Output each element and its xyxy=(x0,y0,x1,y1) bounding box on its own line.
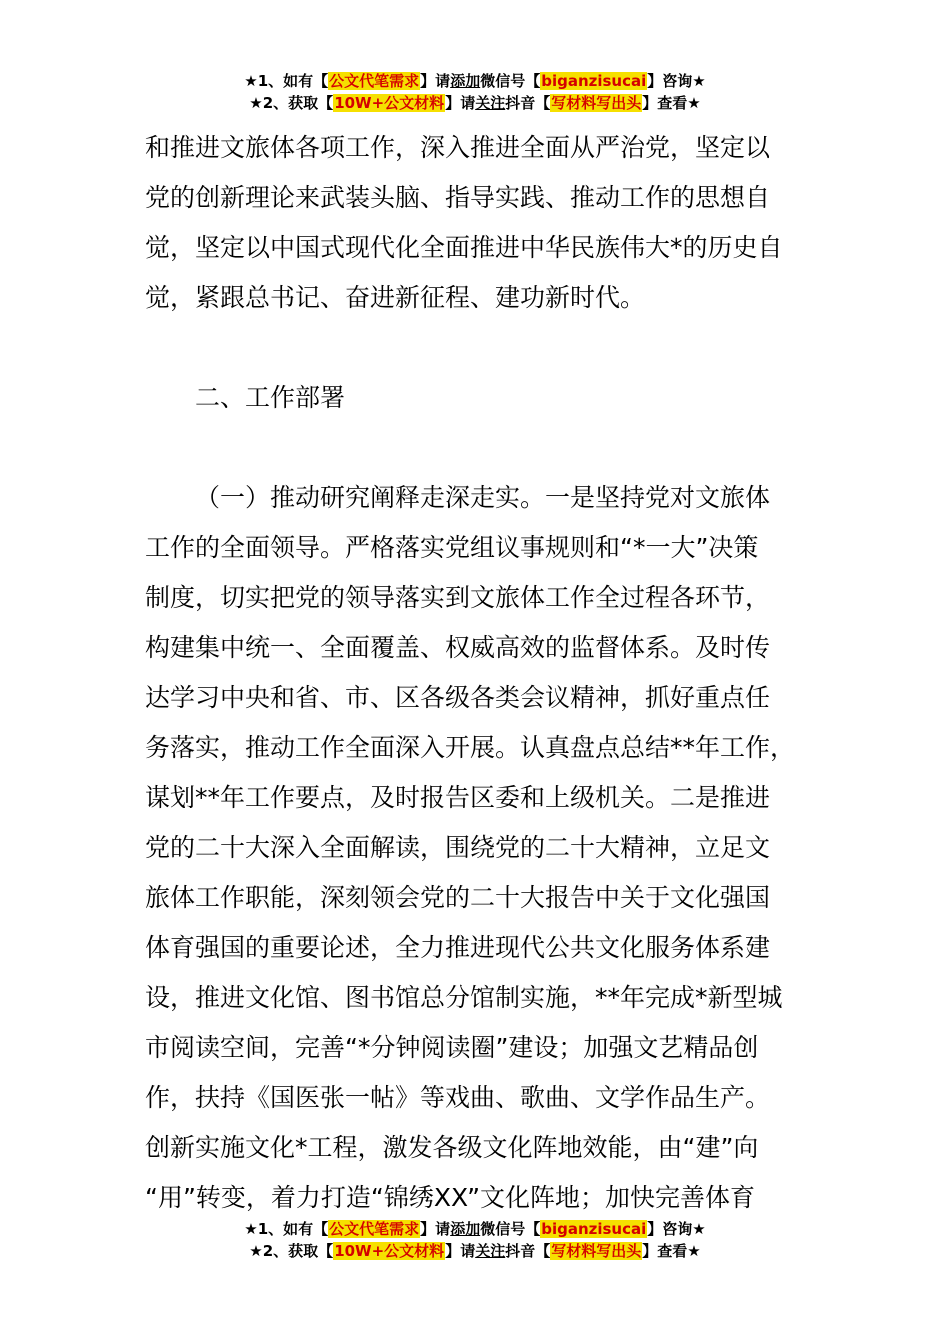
body-line: 旅体工作职能，深刻领会党的二十大报告中关于文化强国 xyxy=(145,883,771,912)
ad-underlined: 关注 xyxy=(475,94,506,112)
footer-ad-banner xyxy=(0,1218,950,1262)
ad-underlined: 添加 xyxy=(450,72,481,90)
ad-text: 】请 xyxy=(420,1220,451,1238)
ad-line-1 xyxy=(0,70,950,92)
ad-text: 】咨询★ xyxy=(647,72,706,90)
body-line: 创新实施文化*工程，激发各级文化阵地效能，由“建”向 xyxy=(145,1133,759,1162)
ad-text: ★2、获取【 xyxy=(249,94,334,112)
body-line: 制度，切实把党的领导落实到文旅体工作全过程各环节， xyxy=(145,583,771,612)
body-line: 构建集中统一、全面覆盖、权威高效的监督体系。及时传 xyxy=(145,633,771,662)
ad-highlight: 公文代笔需求 xyxy=(329,72,420,90)
ad-line-2 xyxy=(0,1240,950,1262)
body-line: 和推进文旅体各项工作，深入推进全面从严治党，坚定以 xyxy=(145,133,771,162)
ad-text: ★1、如有【 xyxy=(244,72,329,90)
ad-highlight-wechat: biganzisucai xyxy=(541,1220,647,1238)
body-line: 谋划**年工作要点，及时报告区委和上级机关。二是推进 xyxy=(145,783,771,812)
ad-highlight-douyin: 写材料写出头 xyxy=(551,94,642,112)
header-ad-banner xyxy=(0,70,950,114)
body-line: （一）推动研究阐释走深走实。一是坚持党对文旅体 xyxy=(195,483,771,512)
ad-text: 微信号【 xyxy=(480,72,541,90)
body-line: “用”转变，着力打造“锦绣XX”文化阵地；加快完善体育 xyxy=(145,1183,756,1212)
body-line: 达学习中央和省、市、区各级各类会议精神，抓好重点任 xyxy=(145,683,771,712)
body-line: 作，扶持《国医张一帖》等戏曲、歌曲、文学作品生产。 xyxy=(145,1083,771,1112)
ad-text: 微信号【 xyxy=(480,1220,541,1238)
ad-highlight-douyin: 写材料写出头 xyxy=(551,1242,642,1260)
ad-text: 】请 xyxy=(445,1242,476,1260)
section-heading: 二、工作部署 xyxy=(195,383,346,412)
ad-highlight-wechat: biganzisucai xyxy=(541,72,647,90)
ad-text: 】查看★ xyxy=(642,1242,701,1260)
body-line: 市阅读空间，完善“*分钟阅读圈”建设；加强文艺精品创 xyxy=(145,1033,759,1062)
body-line: 党的二十大深入全面解读，围绕党的二十大精神，立足文 xyxy=(145,833,771,862)
ad-text: ★1、如有【 xyxy=(244,1220,329,1238)
ad-underlined: 关注 xyxy=(475,1242,506,1260)
ad-line-2 xyxy=(0,92,950,114)
ad-highlight: 10W+公文材料 xyxy=(334,94,445,112)
ad-highlight: 公文代笔需求 xyxy=(329,1220,420,1238)
body-line: 设，推进文化馆、图书馆总分馆制实施，**年完成*新型城 xyxy=(145,983,783,1012)
body-line: 党的创新理论来武装头脑、指导实践、推动工作的思想自 xyxy=(145,183,771,212)
ad-text: 】请 xyxy=(445,94,476,112)
ad-line-1 xyxy=(0,1218,950,1240)
ad-text: 】查看★ xyxy=(642,94,701,112)
body-line: 觉，坚定以中国式现代化全面推进中华民族伟大*的历史自 xyxy=(145,233,783,262)
body-line: 觉，紧跟总书记、奋进新征程、建功新时代。 xyxy=(145,283,646,312)
ad-text: 抖音【 xyxy=(505,1242,551,1260)
body-line: 工作的全面领导。严格落实党组议事规则和“*一大”决策 xyxy=(145,533,759,562)
ad-text: 】请 xyxy=(420,72,451,90)
ad-text: 抖音【 xyxy=(505,94,551,112)
ad-underlined: 添加 xyxy=(450,1220,481,1238)
ad-highlight: 10W+公文材料 xyxy=(334,1242,445,1260)
ad-text: ★2、获取【 xyxy=(249,1242,334,1260)
body-line: 务落实，推动工作全面深入开展。认真盘点总结**年工作， xyxy=(145,733,796,762)
body-line: 体育强国的重要论述，全力推进现代公共文化服务体系建 xyxy=(145,933,771,962)
ad-text: 】咨询★ xyxy=(647,1220,706,1238)
